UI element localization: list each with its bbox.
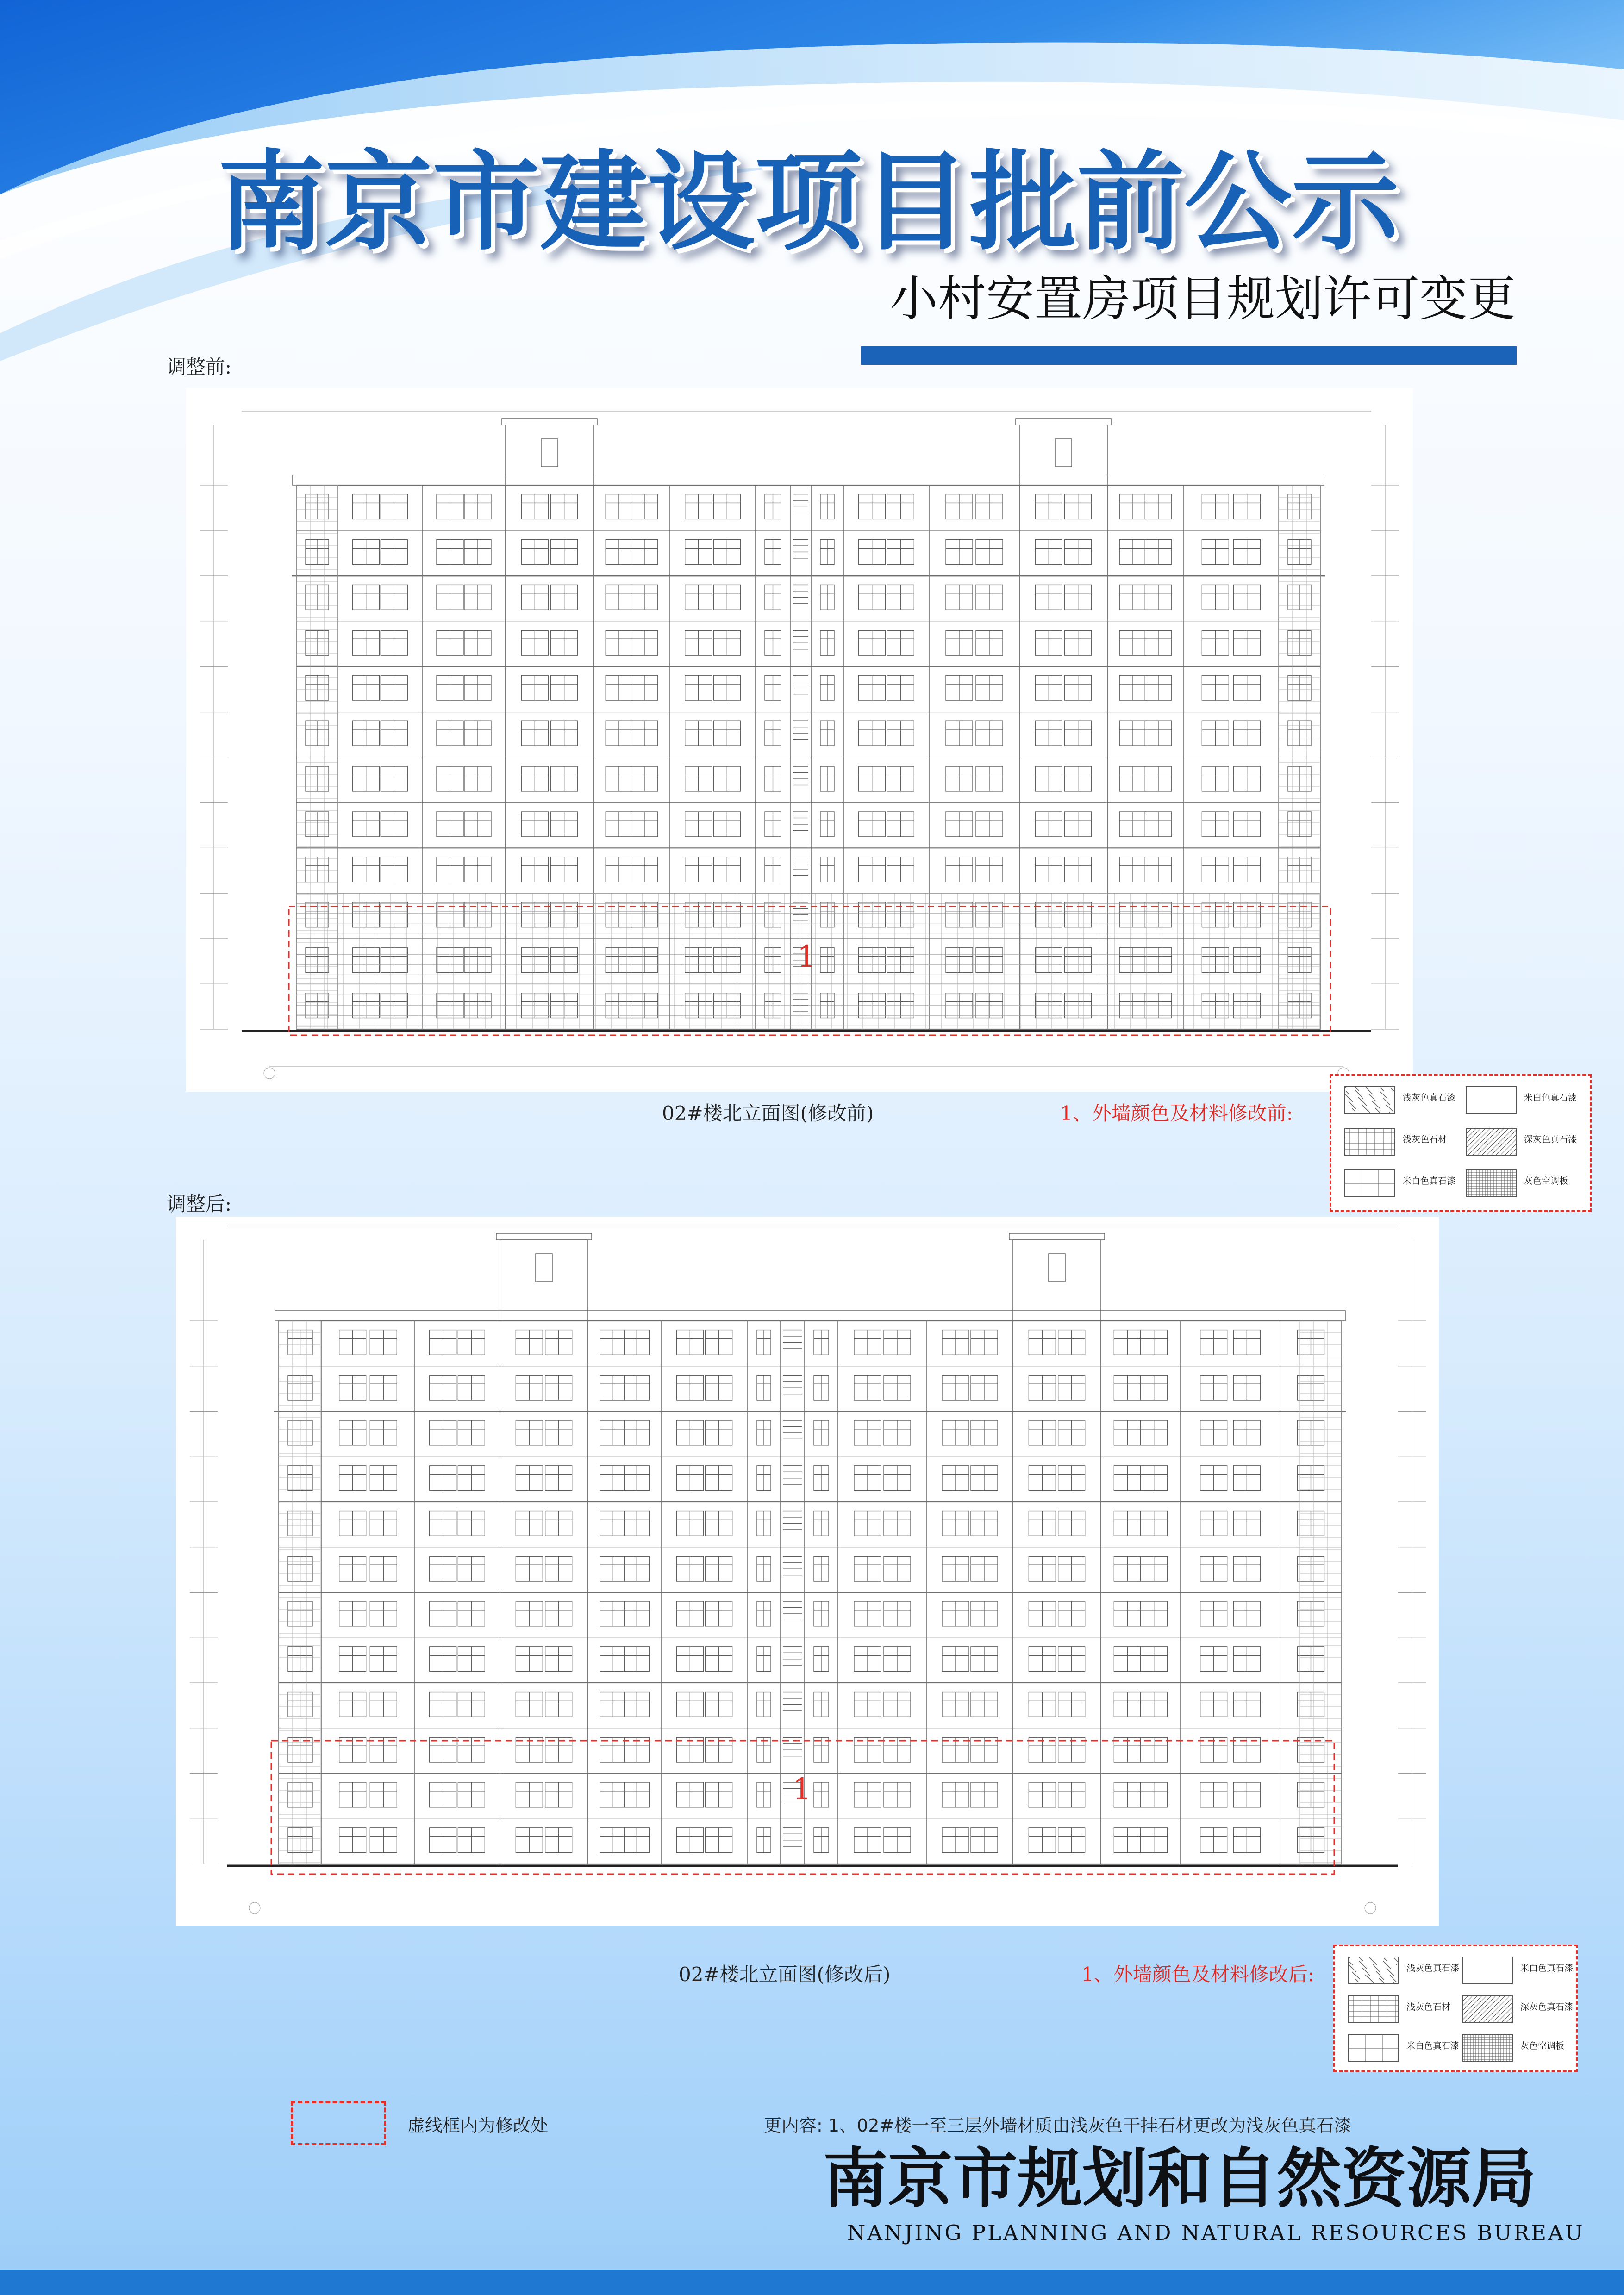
legend-swatch xyxy=(1344,1086,1395,1114)
bottom-bar xyxy=(0,2270,1624,2295)
legend-label: 深灰色真石漆 xyxy=(1520,2002,1574,2012)
legend-swatch xyxy=(1462,1957,1513,1984)
legend-label: 灰色空调板 xyxy=(1520,2041,1565,2051)
agency-name-en: NANJING PLANNING AND NATURAL RESOURCES BUREAU xyxy=(847,2220,1585,2245)
legend-title-after: 1、外墙颜色及材料修改后: xyxy=(1081,1963,1314,1986)
material-legend-before xyxy=(1330,1074,1592,1212)
legend-swatch xyxy=(1348,1995,1399,2023)
dashed-box-sample xyxy=(291,2101,386,2145)
legend-swatch xyxy=(1348,2034,1399,2062)
legend-swatch xyxy=(1466,1086,1517,1114)
before-label: 调整前: xyxy=(167,356,232,378)
legend-label: 灰色空调板 xyxy=(1524,1176,1568,1186)
after-label: 调整后: xyxy=(167,1193,232,1215)
change-marker: 1 xyxy=(793,1772,812,1807)
dashed-box-note: 虚线框内为修改处 xyxy=(407,2115,549,2136)
legend-label: 浅灰色真石漆 xyxy=(1403,1093,1456,1103)
legend-swatch xyxy=(1348,1957,1399,1984)
legend-label: 浅灰色真石漆 xyxy=(1406,1963,1460,1973)
legend-label: 米白色真石漆 xyxy=(1520,1963,1574,1973)
elevation-drawing-after xyxy=(176,1217,1439,1926)
legend-title-before: 1、外墙颜色及材料修改前: xyxy=(1060,1102,1293,1125)
material-legend-after xyxy=(1333,1945,1578,2072)
change-description: 更内容: 1、02#楼一至三层外墙材质由浅灰色干挂石材更改为浅灰色真石漆 xyxy=(764,2115,1352,2136)
legend-label: 浅灰色石材 xyxy=(1406,2002,1451,2012)
legend-label: 深灰色真石漆 xyxy=(1524,1134,1577,1144)
legend-label: 米白色真石漆 xyxy=(1403,1176,1456,1186)
caption-before: 02#楼北立面图(修改前) xyxy=(662,1102,874,1125)
legend-swatch xyxy=(1344,1128,1395,1156)
caption-after: 02#楼北立面图(修改后) xyxy=(679,1963,891,1986)
page-title: 南京市建设项目批前公示 xyxy=(218,138,1399,265)
elevation-drawing-before xyxy=(186,388,1413,1092)
agency-name-cn: 南京市规划和自然资源局 xyxy=(823,2141,1537,2217)
legend-swatch xyxy=(1462,1995,1513,2023)
project-subtitle: 小村安置房项目规划许可变更 xyxy=(889,270,1516,327)
legend-swatch xyxy=(1462,2034,1513,2062)
change-marker: 1 xyxy=(797,940,816,974)
legend-swatch xyxy=(1344,1169,1395,1197)
legend-swatch xyxy=(1466,1128,1517,1156)
legend-label: 浅灰色石材 xyxy=(1403,1134,1447,1144)
legend-label: 米白色真石漆 xyxy=(1406,2041,1460,2051)
legend-label: 米白色真石漆 xyxy=(1524,1093,1577,1103)
legend-swatch xyxy=(1466,1169,1517,1197)
title-underline xyxy=(861,346,1517,365)
